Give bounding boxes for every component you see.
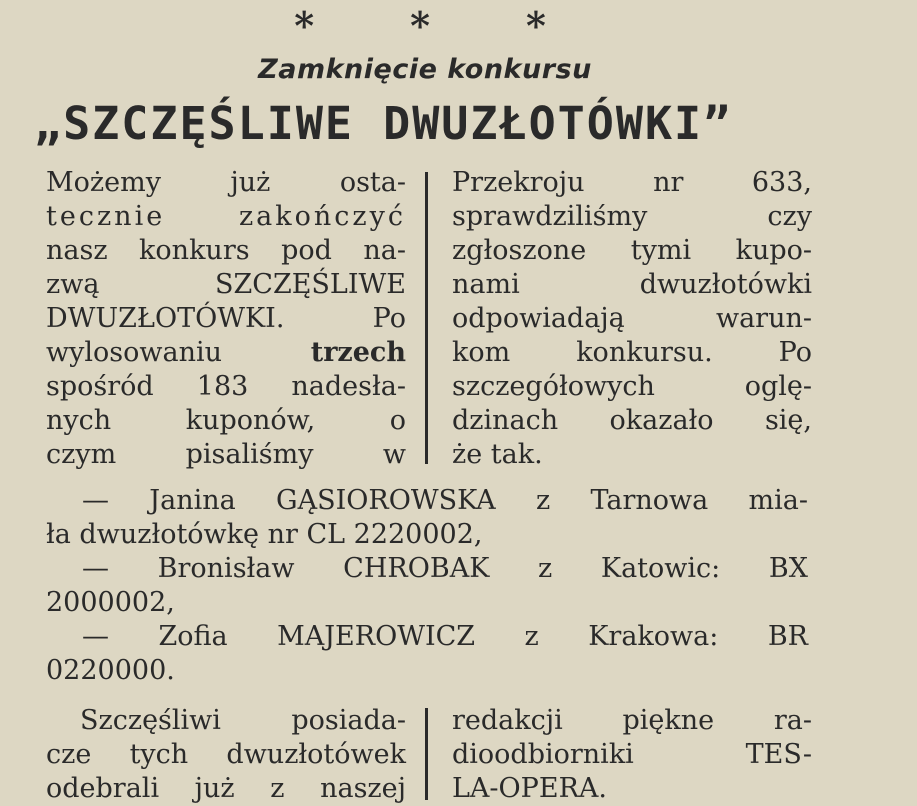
text-line: dzinach okazało się,	[452, 405, 812, 436]
text-line: spośród 183 nadesła-	[46, 371, 406, 402]
text-line: odebrali już z naszej	[46, 773, 406, 804]
text-line: Przekroju nr 633,	[452, 167, 812, 198]
bold-word: trzech	[310, 337, 406, 368]
star-glyph: *	[410, 3, 430, 48]
winner-entry: — Bronisław CHROBAK z Katowic: BX	[82, 553, 808, 584]
closing-left-column	[46, 704, 406, 806]
winners-list	[46, 484, 808, 688]
text-line: czym pisaliśmy w	[46, 439, 406, 470]
text-line: sprawdziliśmy czy	[452, 201, 812, 232]
winner-entry-continued: 2000002,	[46, 587, 175, 618]
text-line: redakcji piękne ra-	[452, 705, 812, 736]
text-line: tecznie zakończyć	[46, 201, 406, 232]
article-kicker: Zamknięcie konkursu	[258, 54, 592, 85]
text-line: Możemy już osta-	[46, 167, 406, 198]
text-line: nych kuponów, o	[46, 405, 406, 436]
column-divider	[425, 172, 428, 464]
text-line: DWUZŁOTÓWKI. Po	[46, 303, 406, 334]
star-ornament	[0, 3, 840, 48]
text-line: dioodbiorniki TES-	[452, 739, 812, 770]
article-headline: „SZCZĘŚLIWE DWUZŁOTÓWKI”	[34, 97, 733, 150]
text-line-with-bold: wylosowaniu trzech	[46, 337, 406, 368]
winner-entry-continued: 0220000.	[46, 655, 175, 686]
text-line: zgłoszone tymi kupo-	[452, 235, 812, 266]
text-line: nami dwuzłotówki	[452, 269, 812, 300]
column-divider	[425, 708, 428, 800]
text-line: odpowiadają warun-	[452, 303, 812, 334]
text-line: LA-OPERA.	[452, 773, 607, 804]
text-line: szczegółowych oglę-	[452, 371, 812, 402]
text-line: że tak.	[452, 439, 543, 470]
text-line: Szczęśliwi posiada-	[80, 705, 406, 736]
text-line: zwą SZCZĘŚLIWE	[46, 269, 406, 300]
winner-entry-continued: ła dwuzłotówkę nr CL 2220002,	[46, 519, 483, 550]
text-line: kom konkursu. Po	[452, 337, 812, 368]
winner-entry: — Janina GĄSIOROWSKA z Tarnowa mia-	[82, 485, 808, 516]
winner-entry: — Zofia MAJEROWICZ z Krakowa: BR	[82, 621, 808, 652]
intro-right-column	[452, 166, 812, 472]
star-glyph: *	[525, 3, 546, 48]
star-glyph: *	[294, 3, 315, 48]
closing-right-column	[452, 704, 812, 806]
intro-left-column	[46, 166, 406, 472]
text-line: nasz konkurs pod na-	[46, 235, 406, 266]
text-line: cze tych dwuzłotówek	[46, 739, 406, 770]
